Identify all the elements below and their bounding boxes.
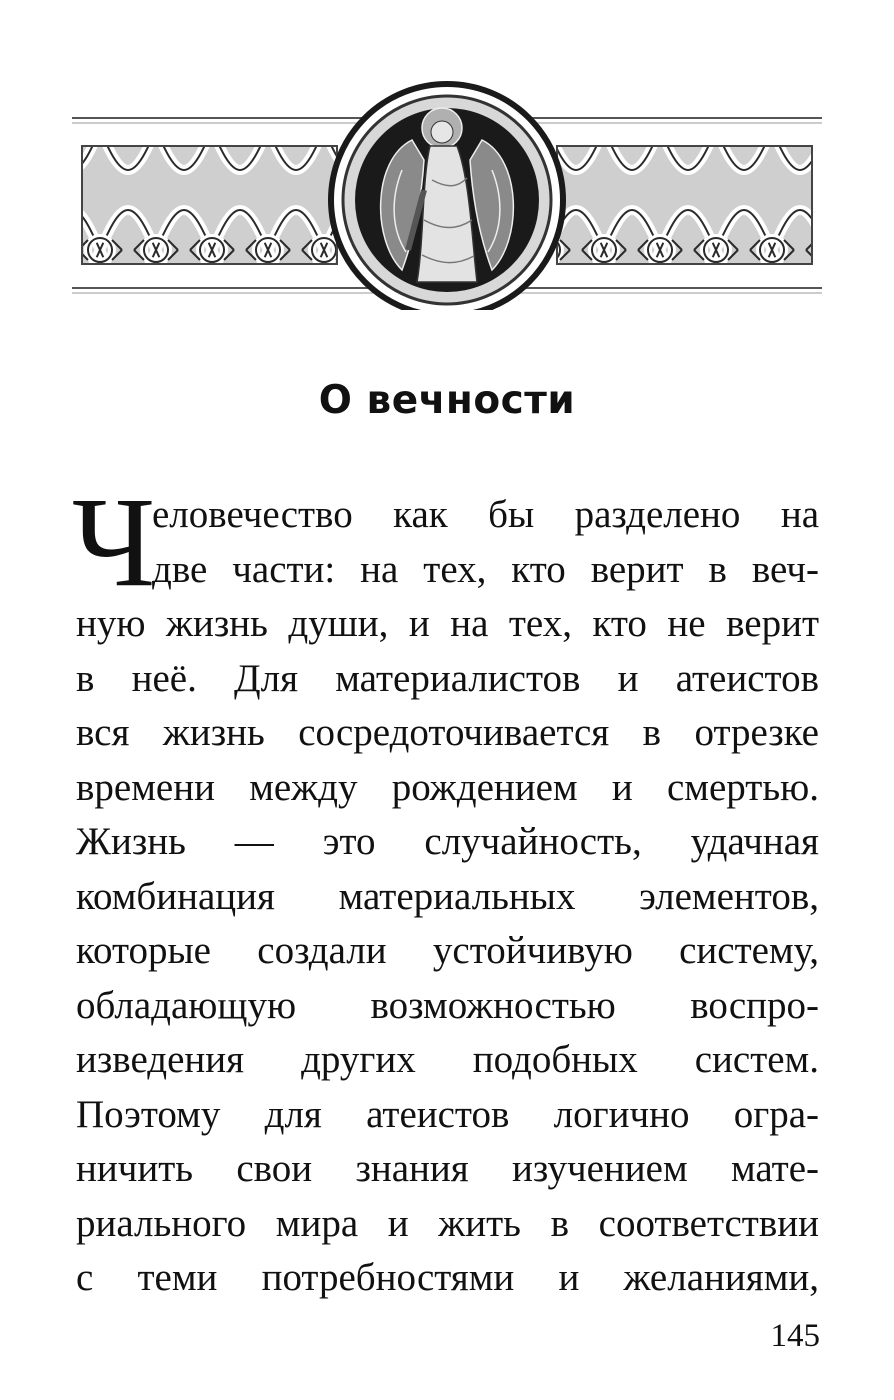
text-line: изведения других подобных систем.: [76, 1038, 819, 1081]
text-line: Поэтому для атеистов логично огра-: [76, 1092, 819, 1136]
text-line: времени между рождением и смертью.: [76, 765, 819, 809]
header-ornament: [72, 70, 822, 310]
drop-cap: Ч: [72, 471, 156, 613]
text-line: с теми потребностями и желаниями,: [76, 1256, 819, 1299]
celtic-knot-border-icon: [72, 70, 822, 310]
text-line: комбинация материальных элементов,: [76, 874, 819, 918]
text-line: ничить свои знания изучением мате-: [76, 1147, 819, 1190]
text-line: ную жизнь души, и на тех, кто не верит: [76, 602, 819, 645]
text-line: две части: на тех, кто верит в веч-: [152, 547, 819, 591]
angel-medallion-icon: [331, 84, 563, 310]
body-paragraph: [72, 471, 819, 1306]
page-number: 145: [770, 1318, 820, 1354]
text-line: которые создали устойчивую систему,: [76, 929, 819, 972]
text-line: в неё. Для материалистов и атеистов: [76, 656, 819, 700]
text-line: вся жизнь сосредоточивается в отрезке: [76, 711, 819, 754]
text-line: еловечество как бы разделено на: [152, 493, 819, 536]
chapter-title: О вечности: [318, 378, 576, 423]
text-line: риального мира и жить в соответствии: [76, 1201, 819, 1245]
text-line: Жизнь — это случайность, удачная: [76, 820, 819, 863]
text-line: обладающую возможностью воспро-: [76, 983, 819, 1027]
